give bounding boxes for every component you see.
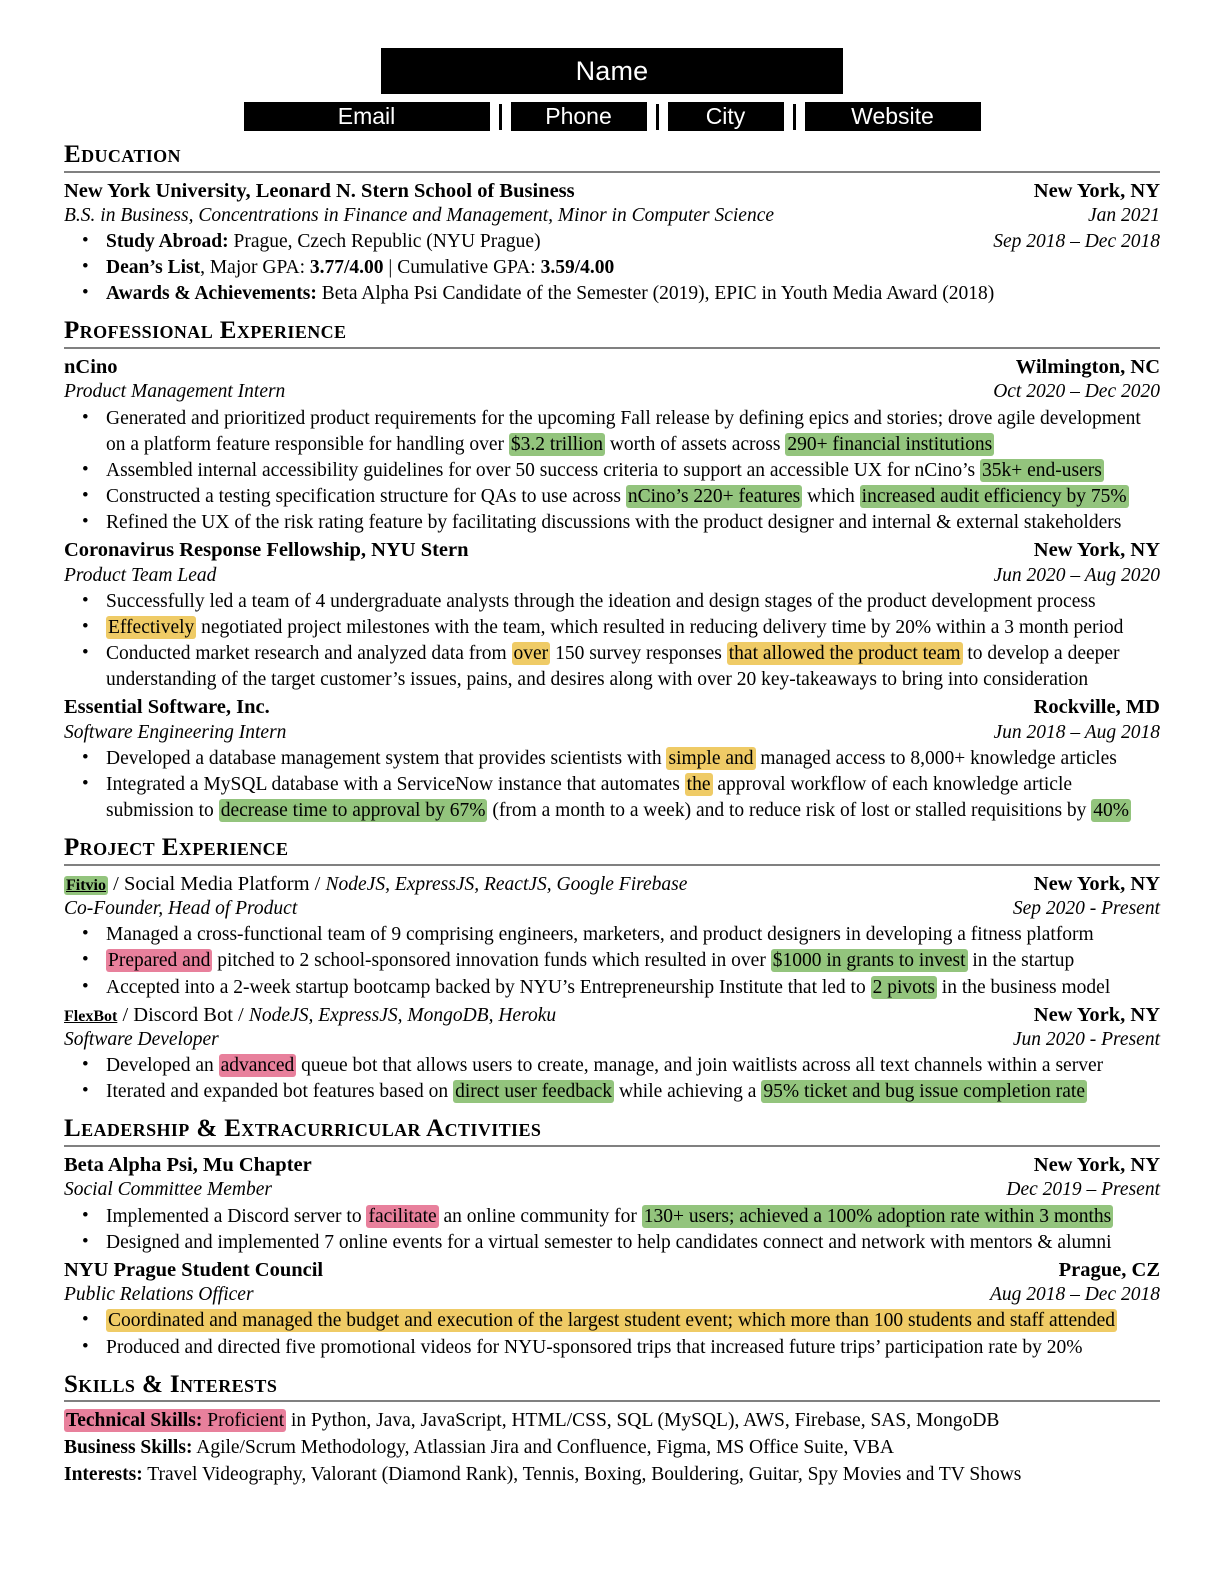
organization-name: NYU Prague Student Council <box>64 1258 324 1281</box>
leadership-bullet-list <box>64 1204 1160 1256</box>
employer-location: Wilmington, NC <box>1015 355 1160 378</box>
bullet-text: Iterated and expanded bot features based on <box>106 1081 454 1103</box>
experience-bullet: • Successfully led a team of 4 undergraduate analysts through the ideation and design stages of the product development process <box>104 589 1160 615</box>
experience-bullet: • Refined the UX of the risk rating feature by facilitating discussions with the product designer and internal & external stakeholders <box>104 510 1160 536</box>
section-heading-skills: Skills & Interests <box>64 1370 278 1398</box>
education-bullet-list <box>64 229 1160 307</box>
bullet-text: Implemented a Discord server to <box>106 1205 367 1227</box>
highlight-yellow: the <box>686 773 711 795</box>
experience-bullet <box>104 641 1160 693</box>
job-title: Product Management Intern <box>64 381 286 403</box>
business-skills-line <box>64 1435 1160 1462</box>
bullet-text: 150 survey responses <box>550 642 727 664</box>
contact-separator <box>793 104 796 130</box>
interests-label: Interests: <box>64 1463 143 1485</box>
project-entry-fitvio <box>64 872 1160 1001</box>
contact-separator <box>499 104 502 130</box>
organization-location: Prague, CZ <box>1058 1258 1160 1281</box>
project-title-line <box>64 872 687 897</box>
header-name-row <box>64 48 1160 94</box>
business-skills-text: Agile/Scrum Methodology, Atlassian Jira and Confluence, Figma, MS Office Suite, VBA <box>192 1436 895 1458</box>
employer-name: Coronavirus Response Fellowship, NYU Stern <box>64 539 469 562</box>
organization-location: New York, NY <box>1033 1153 1160 1176</box>
entry-header-row <box>64 538 1160 563</box>
highlight-green: 130+ users; achieved a 100% adoption rate within 3 months <box>643 1205 1112 1227</box>
technical-skills-label: Technical Skills: <box>66 1410 203 1432</box>
bullet-text: while achieving a <box>614 1081 762 1103</box>
redacted-city-field: City <box>668 102 784 131</box>
entry-header-row <box>64 1153 1160 1178</box>
project-location: New York, NY <box>1033 1003 1160 1026</box>
business-skills-label: Business Skills: <box>64 1436 193 1458</box>
highlight-yellow: simple and <box>668 747 754 769</box>
experience-entry-essential-software <box>64 695 1160 824</box>
entry-role-row <box>64 1028 1160 1052</box>
leadership-bullet <box>104 1308 1160 1334</box>
education-bullet-awards <box>104 281 1160 307</box>
experience-bullet-list <box>64 589 1160 694</box>
leadership-entry-beta-alpha-psi <box>64 1153 1160 1256</box>
section-heading-project-experience: Project Experience <box>64 834 289 862</box>
cumulative-gpa-value: 3.59/4.00 <box>540 257 615 279</box>
highlight-yellow: that allowed the product team <box>728 642 961 664</box>
redacted-website-field: Website <box>805 102 981 131</box>
job-dates: Jun 2018 – Aug 2018 <box>993 721 1160 743</box>
section-heading-leadership: Leadership & Extracurricular Activities <box>64 1115 542 1143</box>
skills-block <box>64 1408 1160 1488</box>
bullet-text: Assembled internal accessibility guidelines for over 50 success criteria to support an accessible UX for nCino’s <box>106 459 981 481</box>
highlight-green: direct user feedback <box>455 1081 613 1103</box>
bullet-text: Conducted market research and analyzed data from <box>106 642 512 664</box>
project-bullet <box>104 948 1160 974</box>
project-title-line <box>64 1003 556 1028</box>
experience-entry-ncino <box>64 355 1160 536</box>
section-heading-professional-experience: Professional Experience <box>64 317 347 345</box>
project-location: New York, NY <box>1033 872 1160 895</box>
project-bullet <box>104 975 1160 1001</box>
entry-role-row <box>64 721 1160 745</box>
redacted-phone-field: Phone <box>511 102 647 131</box>
project-dates: Sep 2020 - Present <box>1012 898 1160 920</box>
leadership-bullet-list <box>64 1308 1160 1360</box>
project-dates: Jun 2020 - Present <box>1012 1029 1160 1051</box>
entry-role-row <box>64 897 1160 921</box>
redacted-email-field: Email <box>244 102 490 131</box>
employer-location: Rockville, MD <box>1033 696 1160 719</box>
highlight-pink: facilitate <box>368 1205 437 1227</box>
experience-bullet <box>104 746 1160 772</box>
technical-skills-proficient: Proficient <box>202 1410 285 1432</box>
entry-header-row <box>64 1003 1160 1028</box>
entry-role-row <box>64 1283 1160 1307</box>
bullet-text: which <box>802 485 860 507</box>
project-type: / Discord Bot / <box>117 1003 249 1026</box>
bullet-text: negotiated project milestones with the team, which resulted in reducing delivery time by 20% within a 3 month period <box>196 616 1124 638</box>
section-heading-education: Education <box>64 141 181 168</box>
bullet-text: Developed an <box>106 1055 219 1077</box>
bullet-text: Generated and prioritized product requirements for the upcoming Fall release by defining epics and stories; drove agile development on a platform feature responsible for handling over <box>106 407 1141 455</box>
bullet-text: managed access to 8,000+ knowledge articles <box>755 747 1117 769</box>
section-divider <box>64 1400 1160 1402</box>
education-location: New York, NY <box>1033 179 1160 202</box>
experience-bullet <box>104 406 1160 458</box>
experience-bullet <box>104 484 1160 510</box>
experience-bullet <box>104 772 1160 824</box>
organization-dates: Aug 2018 – Dec 2018 <box>989 1284 1160 1306</box>
project-entry-flexbot <box>64 1003 1160 1106</box>
leadership-entry-nyu-prague <box>64 1258 1160 1361</box>
entry-header-row <box>64 355 1160 380</box>
education-header-row <box>64 179 1160 204</box>
highlight-green: $1000 in grants to invest <box>772 950 966 972</box>
entry-role-row <box>64 564 1160 588</box>
experience-bullet-list <box>64 746 1160 824</box>
highlight-yellow: Coordinated and managed the budget and execution of the largest student event; which more than 100 students and staff attended <box>108 1310 1116 1332</box>
section-divider <box>64 347 1160 349</box>
bullet-text: to develop a deeper understanding of the target customer’s issues, pains, and desires along with over 20 key-takeaways to bring into consideration <box>106 642 1120 691</box>
study-abroad-dates: Sep 2018 – Dec 2018 <box>993 231 1160 253</box>
bullet-text: queue bot that allows users to create, manage, and join waitlists across all text channels within a server <box>296 1055 1104 1077</box>
bullet-text: (from a month to a week) and to reduce risk of lost or stalled requisitions by <box>487 800 1092 822</box>
organization-dates: Dec 2019 – Present <box>1006 1179 1160 1201</box>
organization-name: Beta Alpha Psi, Mu Chapter <box>64 1153 312 1176</box>
highlight-green: decrease time to approval by 67% <box>220 800 486 822</box>
entry-header-row <box>64 695 1160 720</box>
entry-role-row <box>64 380 1160 404</box>
highlight-green: 40% <box>1093 800 1130 822</box>
gpa-divider-text: | Cumulative GPA: <box>383 257 541 279</box>
highlight-green: 290+ financial institutions <box>787 433 993 455</box>
study-abroad-label: Study Abroad: <box>106 231 229 253</box>
project-stack: NodeJS, ExpressJS, MongoDB, Heroku <box>248 1004 557 1026</box>
education-entry <box>64 179 1160 308</box>
project-bullet-list <box>64 1053 1160 1105</box>
highlight-pink: advanced <box>220 1055 295 1077</box>
leadership-bullet <box>104 1204 1160 1230</box>
interests-text: Travel Videography, Valorant (Diamond Rank), Tennis, Boxing, Bouldering, Guitar, Spy Movies and TV Shows <box>142 1463 1022 1485</box>
bullet-text: in the business model <box>936 976 1111 998</box>
project-role: Software Developer <box>64 1029 219 1051</box>
interests-line <box>64 1462 1160 1489</box>
project-stack: NodeJS, ExpressJS, ReactJS, Google Firebase <box>325 873 688 895</box>
education-graduation-date: Jan 2021 <box>1087 204 1160 226</box>
awards-label: Awards & Achievements: <box>106 283 317 305</box>
leadership-bullet: • Produced and directed five promotional videos for NYU-sponsored trips that increased future trips’ participation rate by 20% <box>104 1335 1160 1361</box>
education-bullet-study-abroad <box>104 229 1160 255</box>
project-bullet-list <box>64 922 1160 1000</box>
project-name: Fitvio <box>66 876 106 894</box>
highlight-green: 2 pivots <box>872 976 935 998</box>
highlight-green: nCino’s 220+ features <box>627 485 801 507</box>
job-dates: Jun 2020 – Aug 2020 <box>993 564 1160 586</box>
bullet-text: in the startup <box>967 950 1075 972</box>
section-divider <box>64 171 1160 173</box>
experience-bullet-list <box>64 406 1160 537</box>
highlight-pink: Prepared and <box>108 950 211 972</box>
deans-list-label: Dean’s List <box>106 257 201 279</box>
bullet-text: Accepted into a 2-week startup bootcamp backed by NYU’s Entrepreneurship Institute that led to <box>106 976 871 998</box>
employer-name: nCino <box>64 355 118 378</box>
redacted-name-field: Name <box>381 48 843 94</box>
highlight-green: $3.2 trillion <box>510 433 603 455</box>
project-type: / Social Media Platform / <box>108 872 326 895</box>
project-bullet: • Managed a cross-functional team of 9 comprising engineers, marketers, and product designers in developing a fitness platform <box>104 922 1160 948</box>
header-contact-row <box>64 102 1160 131</box>
highlight-green: 35k+ end-users <box>982 459 1102 481</box>
technical-skills-line <box>64 1408 1160 1435</box>
bullet-text: an online community for <box>438 1205 642 1227</box>
leadership-bullet: • Designed and implemented 7 online events for a virtual semester to help candidates connect and network with mentors & alumni <box>104 1230 1160 1256</box>
employer-location: New York, NY <box>1033 539 1160 562</box>
organization-role: Public Relations Officer <box>64 1284 254 1306</box>
experience-bullet <box>104 615 1160 641</box>
section-divider <box>64 1145 1160 1147</box>
job-dates: Oct 2020 – Dec 2020 <box>993 381 1160 403</box>
gpa-mid-text: , Major GPA: <box>200 257 310 279</box>
organization-role: Social Committee Member <box>64 1179 272 1201</box>
highlight-green: 95% ticket and bug issue completion rate <box>763 1081 1086 1103</box>
bullet-text: Integrated a MySQL database with a ServiceNow instance that automates <box>106 773 685 795</box>
project-bullet <box>104 1053 1160 1079</box>
technical-skills-text: in Python, Java, JavaScript, HTML/CSS, SQL (MySQL), AWS, Firebase, SAS, MongoDB <box>286 1410 1000 1432</box>
awards-text: Beta Alpha Psi Candidate of the Semester (2019), EPIC in Youth Media Award (2018) <box>316 283 995 305</box>
bullet-text: Constructed a testing specification structure for QAs to use across <box>106 485 626 507</box>
highlight-yellow: over <box>513 642 549 664</box>
job-title: Software Engineering Intern <box>64 721 287 743</box>
entry-header-row <box>64 872 1160 897</box>
education-degree-row <box>64 204 1160 228</box>
project-name: FlexBot <box>64 1007 118 1025</box>
highlight-pink <box>64 1409 286 1432</box>
highlight-green: increased audit efficiency by 75% <box>861 485 1127 507</box>
study-abroad-text: Prague, Czech Republic (NYU Prague) <box>228 231 541 253</box>
employer-name: Essential Software, Inc. <box>64 696 270 719</box>
education-school: New York University, Leonard N. Stern School of Business <box>64 179 575 202</box>
contact-separator <box>656 104 659 130</box>
education-degree: B.S. in Business, Concentrations in Finance and Management, Minor in Computer Science <box>64 204 775 226</box>
project-role: Co-Founder, Head of Product <box>64 898 298 920</box>
job-title: Product Team Lead <box>64 564 217 586</box>
entry-role-row <box>64 1178 1160 1202</box>
bullet-text: approval workflow of each knowledge article submission to <box>106 773 1073 822</box>
bullet-text: pitched to 2 school-sponsored innovation funds which resulted in over <box>212 950 771 972</box>
bullet-text: Developed a database management system that provides scientists with <box>106 747 667 769</box>
highlight-yellow: Effectively <box>108 616 195 638</box>
major-gpa-value: 3.77/4.00 <box>309 257 384 279</box>
experience-bullet <box>104 458 1160 484</box>
entry-header-row <box>64 1258 1160 1283</box>
bullet-text: worth of assets across <box>604 433 786 455</box>
education-bullet-gpa <box>104 255 1160 281</box>
project-bullet <box>104 1079 1160 1105</box>
section-divider <box>64 864 1160 866</box>
experience-entry-coronavirus-fellowship <box>64 538 1160 693</box>
